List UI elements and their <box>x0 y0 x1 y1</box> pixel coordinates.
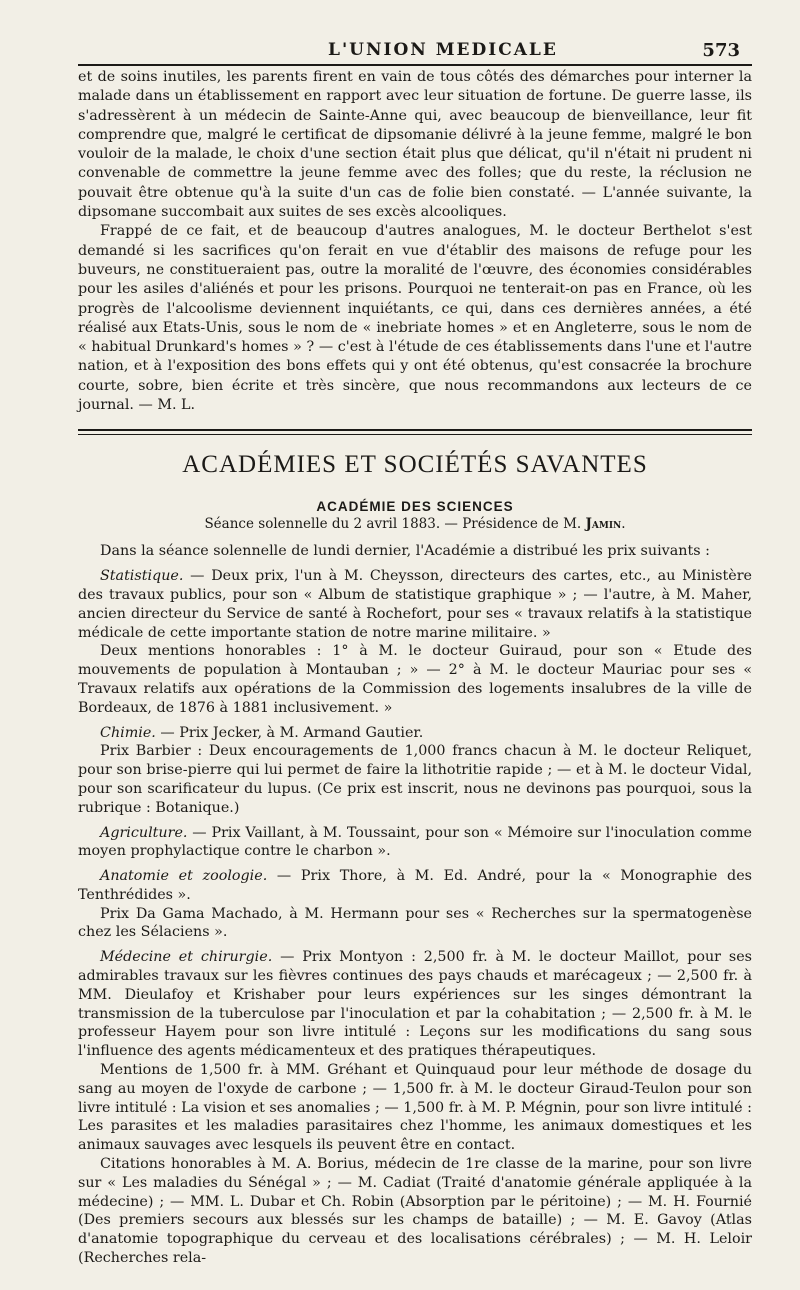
page-number: 573 <box>702 40 740 61</box>
running-title: L'UNION MEDICALE <box>328 40 558 60</box>
section-rule-thick <box>78 429 752 431</box>
paragraph-lead: Médecine et chirurgie. <box>100 949 273 966</box>
paragraph: Mentions de 1,500 fr. à MM. Gréhant et Quinquaud pour leur méthode de dosage du sang au moyen de l'oxyde de carbone ; — 1,500 fr. à M. le docteur Giraud-Teulon pour son livre intitulé : La vision et ses anomalies ; — 1,500 fr. à M. P. Mégnin, pour son livre intitulé : Les parasites et les maladies parasitaires chez l'homme, les animaux domestiques et les animaux sauvages avec lesquels ils peuvent être en contact. <box>78 1062 752 1154</box>
header-rule <box>78 64 752 66</box>
paragraph-lead: Chimie. <box>100 724 156 741</box>
paragraph: Frappé de ce fait, et de beaucoup d'autres analogues, M. le docteur Berthelot s'est demandé si les sacrifices qu'on ferait en vue d'établir des maisons de refuge pour les buveurs, ne constitueraient pas, outre la moralité de l'œuvre, des économies considérables pour les asiles d'aliénés et pour les prisons. Pourquoi ne tenterait-on pas en France, où les progrès de l'alcoolisme deviennent inquiétants, ce qui, dans ces dernières années, a été réalisé aux Etats-Unis, sous le nom de « inebriate homes » et en Angleterre, sous le nom de « habitual Drunkard's homes » ? — c'est à l'étude de ces établissements dans l'une et l'autre nation, et à l'exposition des bons effets qui y ont été obtenus, qu'est consacrée la brochure courte, sobre, bien écrite et très sincère, que nous recommandons aux lecteurs de ce journal. — M. L. <box>78 223 752 414</box>
prize-list <box>78 542 752 1267</box>
paragraph-lead: Statistique. <box>100 568 184 585</box>
paragraph: Agriculture. — Prix Vaillant, à M. Toussaint, pour son « Mémoire sur l'inoculation comme moyen prophylactique contre le charbon ». <box>78 824 752 860</box>
paragraph: Médecine et chirurgie. — Prix Montyon : 2,500 fr. à M. le docteur Maillot, pour ses admirables travaux sur les fièvres continues des pays chauds et marécageux ; — 2,500 fr. à MM. Dieulafoy et Krishaber pour leurs expériences sur les singes démontrant la transmission de la tuberculose par l'inoculation et par la cohabitation ; — 2,500 fr. à M. le professeur Hayem pour son livre intitulé : Leçons sur les modifications du sang sous l'influence des agents médicamenteux et des pratiques thérapeutiques. <box>78 949 752 1060</box>
session-suffix: . <box>621 516 626 533</box>
paragraph: Prix Da Gama Machado, à M. Hermann pour ses « Recherches sur la spermatogenèse chez les Sélaciens ». <box>78 905 752 941</box>
paragraph: Deux mentions honorables : 1° à M. le docteur Guiraud, pour son « Etude des mouvements de population à Montauban ; » — 2° à M. le docteur Mauriac pour ses « Travaux relatifs aux opérations de la Commission des logements insalubres de la ville de Bordeaux, de 1876 à 1881 inclusivement. » <box>78 643 752 716</box>
paragraph: Dans la séance solennelle de lundi dernier, l'Académie a distribué les prix suivants : <box>100 543 710 560</box>
paragraph: Anatomie et zoologie. — Prix Thore, à M. Ed. André, pour la « Monographie des Tenthrédides ». <box>78 868 752 903</box>
paragraph: Prix Barbier : Deux encouragements de 1,000 francs chacun à M. le docteur Reliquet, pour son brise-pierre qui lui permet de faire la lithotritie rapide ; — et à M. le docteur Vidal, pour son scarificateur du lupus. (Ce prix est inscrit, nous ne devinons pas pourquoi, sous la rubrique : Botanique.) <box>78 743 752 816</box>
academy-heading: ACADÉMIE DES SCIENCES <box>316 499 514 515</box>
section-title: ACADÉMIES ET SOCIÉTÉS SAVANTES <box>182 451 648 479</box>
previous-article-text <box>78 68 752 415</box>
paragraph: Statistique. — Deux prix, l'un à M. Cheysson, directeurs des cartes, etc., au Ministère des travaux publics, pour son « Album de statistique graphique » ; — l'autre, à M. Maher, ancien directeur du Service de santé à Rochefort, pour ses « travaux relatifs à la statistique médicale de cette importante station de notre marine militaire. » <box>78 568 752 641</box>
paragraph-lead: Agriculture. <box>100 824 188 841</box>
session-president: Jamin <box>585 516 622 533</box>
paragraph: Chimie. — Prix Jecker, à M. Armand Gautier. <box>100 724 424 741</box>
session-prefix: Séance solennelle du 2 avril 1883. — Présidence de M. <box>204 516 586 533</box>
session-line <box>78 516 752 532</box>
paragraph: Citations honorables à M. A. Borius, médecin de 1re classe de la marine, pour son livre sur « Les maladies du Sénégal » ; — M. Cadiat (Traité d'anatomie générale appliquée à la médecine) ; — MM. L. Dubar et Ch. Robin (Absorption par le péritoine) ; — M. H. Fournié (Des premiers secours aux blessés sur les champs de bataille) ; — M. E. Gavoy (Atlas d'anatomie topographique du cerveau et des localisations cérébrales) ; — M. H. Leloir (Recherches rela- <box>78 1156 752 1267</box>
paragraph: et de soins inutiles, les parents firent en vain de tous côtés des démarches pour interner la malade dans un établissement en rapport avec leur situation de fortune. De guerre lasse, ils s'adressèrent à un médecin de Sainte-Anne qui, avec beaucoup de bienveillance, leur fit comprendre que, malgré le certificat de dipsomanie délivré à la jeune femme, malgré le bon vouloir de la malade, le choix d'une section était plus que délicat, qu'il n'était ni prudent ni convenable de commettre la jeune femme avec des folles; que du reste, la réclusion ne pouvait être obtenue qu'à la suite d'un cas de folie bien constaté. — L'année suivante, la dipsomane succombait aux suites de ses excès alcooliques. <box>78 69 752 221</box>
section-rule-thin <box>78 434 752 435</box>
paragraph-lead: Anatomie et zoologie. <box>100 868 268 885</box>
running-head <box>78 0 752 68</box>
